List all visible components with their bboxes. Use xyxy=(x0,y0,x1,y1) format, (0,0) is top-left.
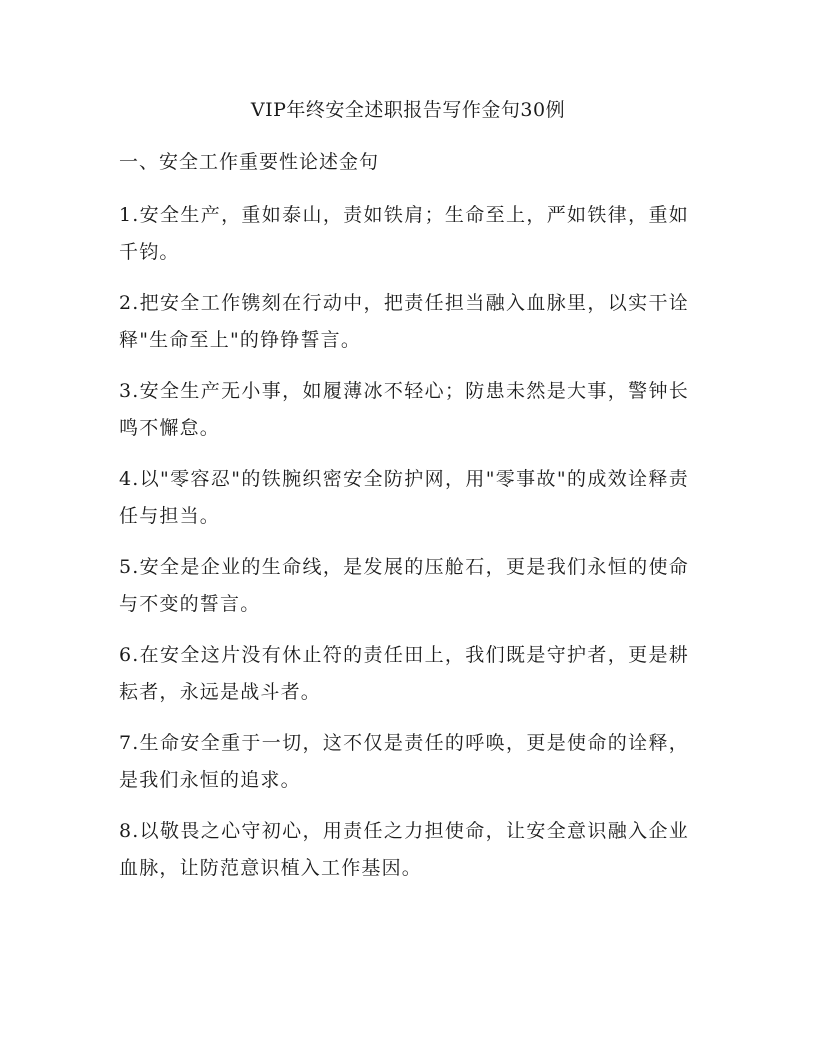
quote-item-3: 3.安全生产无小事，如履薄冰不轻心；防患未然是大事，警钟长鸣不懈怠。 xyxy=(119,380,689,439)
quote-item-6: 6.在安全这片没有休止符的责任田上，我们既是守护者，更是耕耘者，永远是战斗者。 xyxy=(119,644,689,703)
quote-item-8: 8.以敬畏之心守初心，用责任之力担使命，让安全意识融入企业血脉，让防范意识植入工作基因。 xyxy=(119,820,689,879)
quote-item-5: 5.安全是企业的生命线，是发展的压舱石，更是我们永恒的使命与不变的誓言。 xyxy=(119,556,689,615)
document-title: VIP年终安全述职报告写作金句30例 xyxy=(250,99,566,121)
quote-item-7: 7.生命安全重于一切，这不仅是责任的呼唤，更是使命的诠释，是我们永恒的追求。 xyxy=(119,732,689,791)
quote-item-4: 4.以"零容忍"的铁腕织密安全防护网，用"零事故"的成效诠释责任与担当。 xyxy=(119,468,689,527)
quote-item-1: 1.安全生产，重如泰山，责如铁肩；生命至上，严如铁律，重如千钧。 xyxy=(119,204,689,263)
section-heading: 一、安全工作重要性论述金句 xyxy=(119,151,380,173)
quote-list xyxy=(119,197,689,901)
quote-item-2: 2.把安全工作镌刻在行动中，把责任担当融入血脉里，以实干诠释"生命至上"的铮铮誓言。 xyxy=(119,292,689,351)
